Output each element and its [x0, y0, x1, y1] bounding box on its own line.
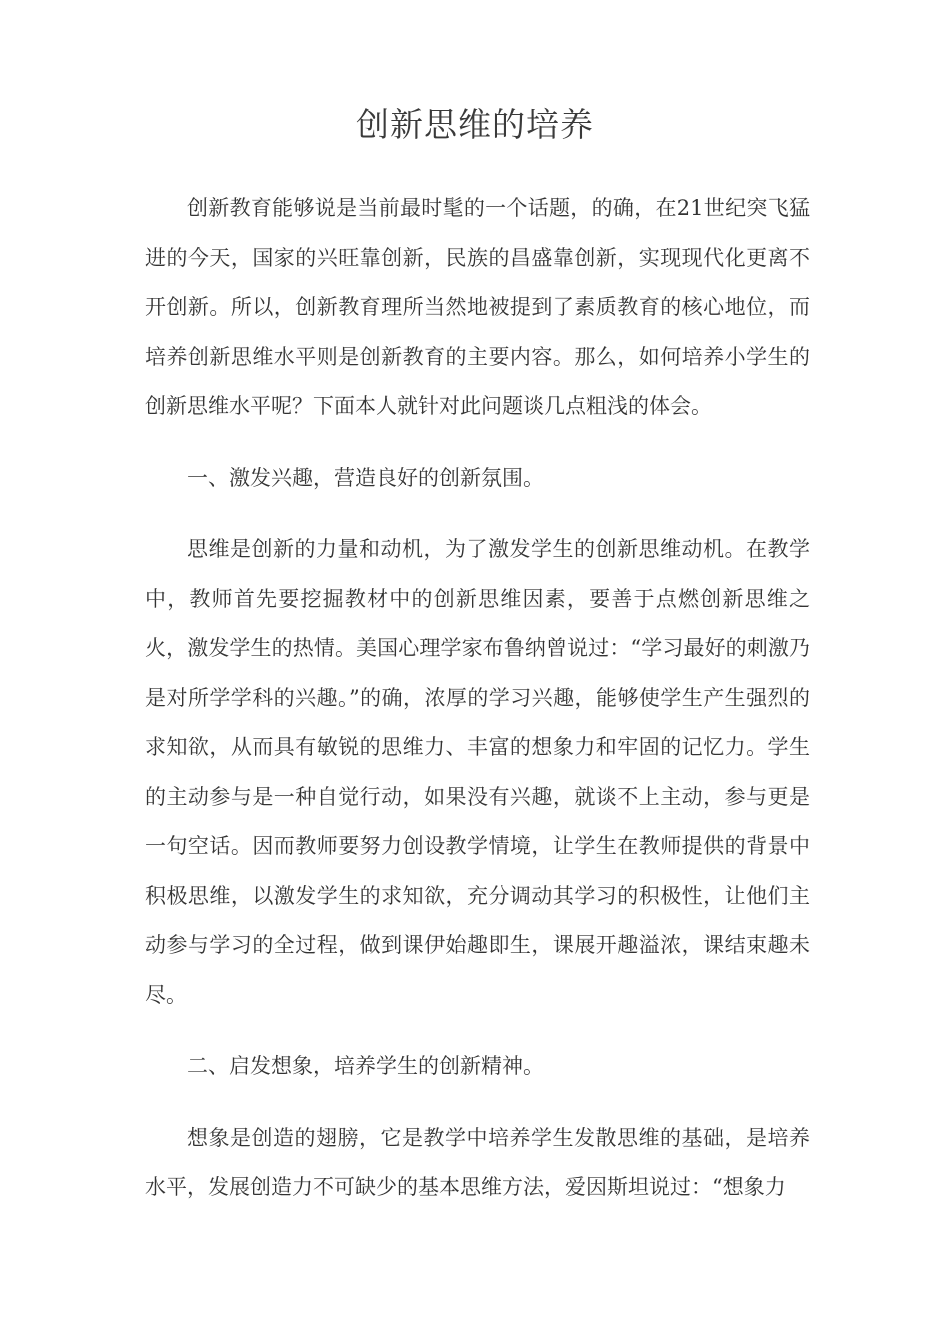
section-heading-1: 一、激发兴趣，营造良好的创新氛围。: [187, 465, 544, 490]
section-heading-2: 二、启发想象，培养学生的创新精神。: [187, 1054, 544, 1078]
paragraph-intro: 创新教育能够说是当前最时髦的一个话题，的确，在21世纪突飞猛进的今天，国家的兴旺靠创新，民族的昌盛靠创新，实现现代化更离不开创新。所以，创新教育理所当然地被提到了素质教育的核心地位，而培养创新思维水平则是创新教育的主要内容。那么，如何培养小学生的创新思维水平呢？下面本人就针对此问题谈几点粗浅的体会。: [145, 196, 810, 418]
paragraph-section-2: 想象是创造的翅膀，它是教学中培养学生发散思维的基础，是培养水平，发展创造力不可缺少的基本思维方法，爱因斯坦说过：“想象力: [145, 1125, 810, 1199]
document-body: [145, 184, 810, 1213]
paragraph-section-1: 思维是创新的力量和动机，为了激发学生的创新思维动机。在教学中，教师首先要挖掘教材中的创新思维因素，要善于点燃创新思维之火，激发学生的热情。美国心理学家布鲁纳曾说过：“学习最好的刺激乃是对所学学科的兴趣。”的确，浓厚的学习兴趣，能够使学生产生强烈的求知欲，从而具有敏锐的思维力、丰富的想象力和牢固的记忆力。学生的主动参与是一种自觉行动，如果没有兴趣，就谈不上主动，参与更是一句空话。因而教师要努力创设教学情境，让学生在教师提供的背景中积极思维，以激发学生的求知欲，充分调动其学习的积极性，让他们主动参与学习的全过程，做到课伊始趣即生，课展开趣溢浓，课结束趣未尽。: [145, 537, 810, 1007]
document-title: 创新思维的培养: [356, 105, 594, 144]
